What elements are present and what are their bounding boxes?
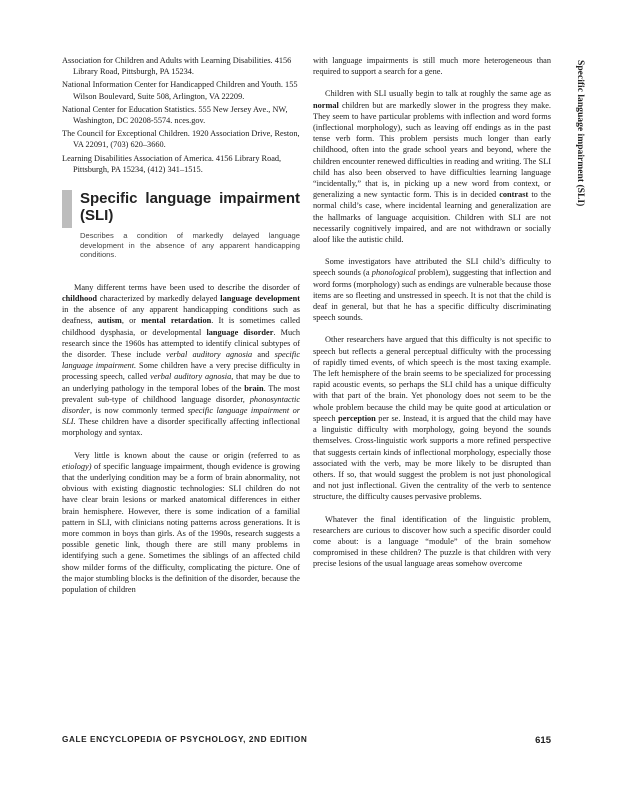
entry-header (62, 190, 300, 260)
footer-title: GALE ENCYCLOPEDIA OF PSYCHOLOGY, 2ND EDITION (62, 735, 308, 744)
body-paragraph: Children with SLI usually begin to talk at roughly the same age as normal children but are markedly slower in the progress they make. They seem to have particular problems with inflection and word forms (inflectional morphology), such as leaving off endings as in the past tense verb form. This problem persists much longer than early childhood, often into the grade school years and beyond, where the children encounter renewed difficulties in reading and writing. The SLI child has also been observed to have difficulties learning language “incidentally,” that is, in picking up a new word from context, or generalizing a new syntactic form. This is in decided contrast to the normal child’s case, where incidental learning and generalization are the hallmarks of language acquisition. Children with SLI are not necessarily cognitively impaired, and are not withdrawn or socially aloof like the autistic child. (313, 89, 551, 245)
body-paragraph: Whatever the final identification of the linguistic problem, researchers are curious to discover how such a specific disorder could come about: is a language “module” of the brain somehow compromised in these children? The puzzle is that children with very precise lesions of the usual language areas somehow overcome (313, 514, 551, 569)
body-paragraph: Some investigators have attributed the SLI child’s difficulty to speech sounds (a phonological problem), suggesting that inflection and word forms (morphology) such as endings are vulnerable because those items are so fleeting and unstressed in speech. It is not that the child is deaf in general, but that he has a specific difficulty discriminating speech sounds. (313, 257, 552, 323)
entry-title: Specific language impairment (SLI) (80, 190, 300, 225)
page-footer (62, 735, 551, 749)
entry-description: Describes a condition of markedly delayed language development in the absence of any apparent handicapping conditions. (80, 231, 300, 260)
organization-entry: The Council for Exceptional Children. 1920 Association Drive, Reston, VA 22091, (703) 620–3660. (62, 129, 300, 150)
body-paragraph: Other researchers have argued that this difficulty is not specific to speech but reflects a general perceptual difficulty with the processing of rapidly timed events, of which speech is the most taxing example. The left hemisphere of the brain seems to be specialized for processing rapid acoustic events, so perhaps the SLI child has a unique difficulty with that part of the brain. Yet phonology does not seem to be the whole problem because the child may be quite good at articulation or speech perception per se. Instead, it is argued that the child may have a linguistic difficulty with morphology, going beyond the sounds themselves. Cross-linguistic work supports a more refined perspective that suggests certain kinds of inflectional morphology, especially those associated with the verb, may be more likely to be disrupted than others. If so, that would suggest the problem is not just phonological and not just inflectional. Given the centrality of the verb to sentence structure, the difficulty causes pervasive problems. (313, 335, 551, 502)
body-paragraph: Many different terms have been used to describe the disorder of childhood characterized by markedly delayed language development in the absence of any apparent handicapping conditions such as deafness, autism, or mental retardation. It is sometimes called childhood dysphasia, or developmental language disorder. Much research since the 1960s has attempted to identify clinical subtypes of the disorder. These include verbal auditory agnosia and specific language impairment. Some children have a very precise difficulty in processing speech, called verbal auditory agnosia, that may be due to an underlying pathology in the temporal lobes of the brain. The most prevalent sub-type of childhood language disorder, phonosyntactic disorder, is now commonly termed specific language impairment or SLI. These children have a disorder specifically affecting inflectional morphology and syntax. (62, 282, 301, 438)
body-paragraph: with language impairments is still much more heterogeneous than required to support a search for a gene. (313, 56, 551, 77)
running-head-text: Specific language impairment (SLI) (575, 60, 586, 207)
organization-entry: Association for Children and Adults with Learning Disabilities. 4156 Library Road, Pittsburgh, PA 15234. (62, 56, 292, 77)
running-head (575, 60, 599, 250)
organization-entry: National Information Center for Handicapped Children and Youth. 155 Wilson Boulevard, Suite 508, Arlington, VA 22209. (62, 80, 298, 101)
body-paragraph: Very little is known about the cause or origin (referred to as etiology) of specific language impairment, though evidence is growing that the underlying condition may be a form of brain abnormality, not obvious with existing diagnostic technologies: SLI children do not have clear brain lesions or marked anatomical differences in either brain hemisphere. However, there is some indication of a familial pattern in SLI, with clinicians noting patterns across generations. It is more common in boys than girls. As of the 1990s, research suggests a possible genetic link, though there are still many problems in identifying such a gene. Sometimes the siblings of an affected child show milder forms of the difficulty, complicating the picture. One of the major stumbling blocks is the definition of the disorder, because the population of children (62, 450, 300, 595)
organization-entry: National Center for Education Statistics. 555 New Jersey Ave., NW, Washington, DC 20208-5574. nces.gov. (62, 104, 288, 126)
organization-entry: Learning Disabilities Association of America. 4156 Library Road, Pittsburgh, PA 15234, (412) 341–1515. (62, 153, 282, 174)
left-column (62, 55, 300, 606)
page-number: 615 (535, 735, 551, 746)
entry-marker-bar (62, 190, 72, 228)
right-column (313, 55, 551, 581)
